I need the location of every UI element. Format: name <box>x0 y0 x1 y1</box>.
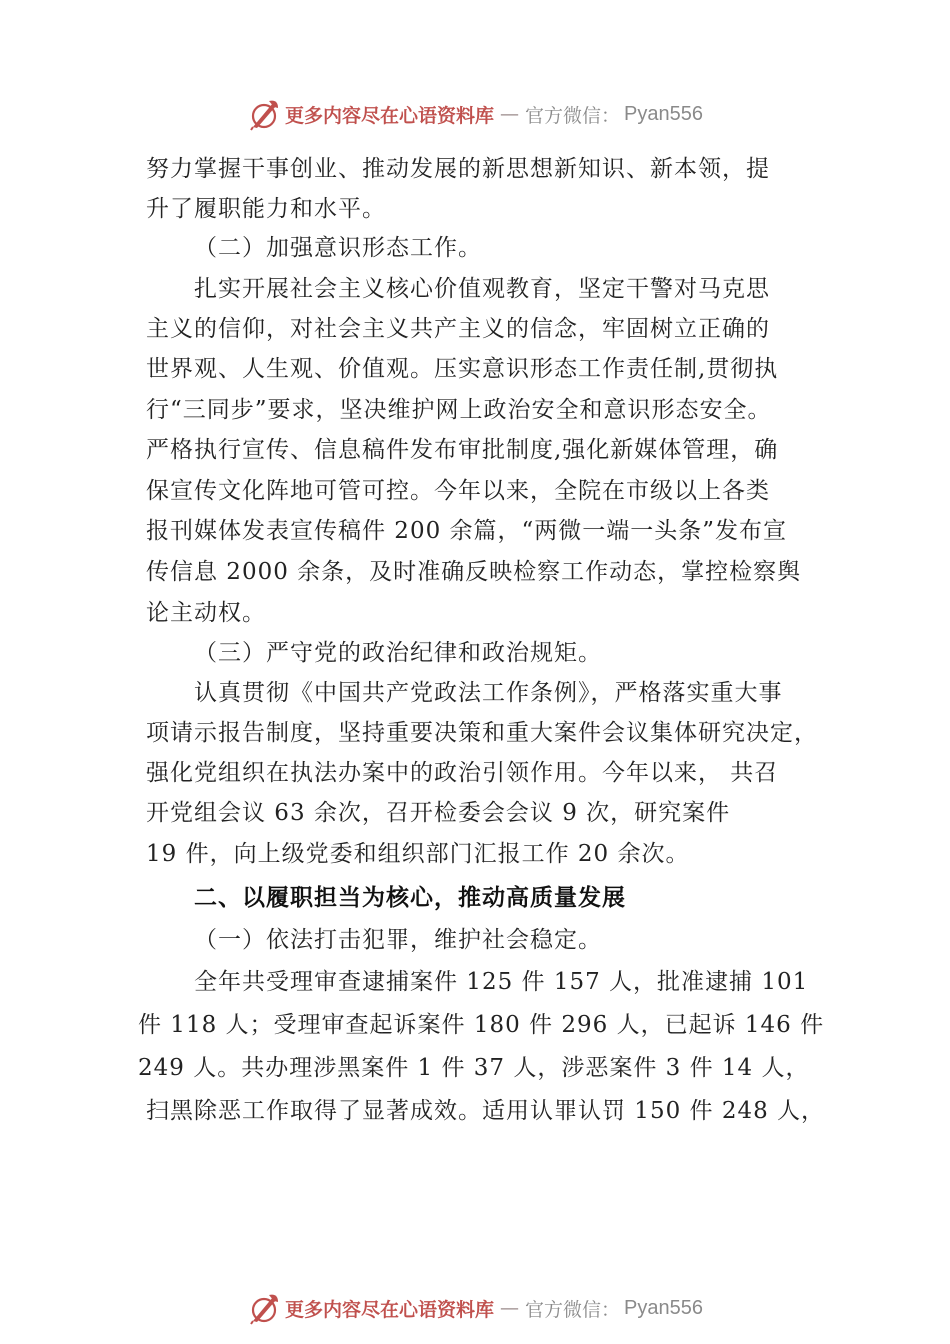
section-subheading: （三）严守党的政治纪律和政治规矩。 <box>194 640 602 666</box>
banner-dash: — <box>500 1297 520 1319</box>
section-subheading: （一）依法打击犯罪，维护社会稳定。 <box>194 927 602 953</box>
quill-pen-logo-icon <box>247 1291 281 1325</box>
body-line: 升了履职能力和水平。 <box>146 196 386 222</box>
body-line: 传信息 2000 余条，及时准确反映检察工作动态，掌控检察舆 <box>146 559 802 585</box>
body-line: 件 118 人；受理审查起诉案件 180 件 296 人，已起诉 146 件 <box>138 1012 825 1038</box>
body-line: 19 件，向上级党委和组织部门汇报工作 20 余次。 <box>146 841 690 867</box>
body-line: 全年共受理审查逮捕案件 125 件 157 人，批准逮捕 101 <box>194 969 809 995</box>
header-watermark-banner <box>0 94 950 134</box>
banner-wechat-label: 官方微信： <box>525 1298 621 1321</box>
banner-dash: — <box>500 103 520 125</box>
body-line: 努力掌握干事创业、推动发展的新思想新知识、新本领，提 <box>146 156 770 182</box>
body-line: 认真贯彻《中国共产党政法工作条例》，严格落实重大事 <box>194 680 783 706</box>
banner-wechat-id: Pyan556 <box>624 1296 703 1319</box>
footer-watermark-banner <box>0 1288 950 1328</box>
banner-main-text: 更多内容尽在心语资料库 <box>285 104 495 127</box>
body-line: 报刊媒体发表宣传稿件 200 余篇，“两微一端一头条”发布宣 <box>146 518 788 544</box>
body-line: 扫黑除恶工作取得了显著成效。适用认罪认罚 150 件 248 人， <box>146 1098 826 1124</box>
body-line: 世界观、人生观、价值观。压实意识形态工作责任制,贯彻执 <box>146 356 779 382</box>
body-line: 开党组会议 63 余次，召开检委会会议 9 次，研究案件 <box>146 800 731 826</box>
section-subheading: （二）加强意识形态工作。 <box>194 235 482 261</box>
body-line: 项请示报告制度，坚持重要决策和重大案件会议集体研究决定， <box>146 720 818 746</box>
body-line: 扎实开展社会主义核心价值观教育，坚定干警对马克思 <box>194 276 770 302</box>
banner-wechat-id: Pyan556 <box>624 102 703 125</box>
section-heading: 二、以履职担当为核心，推动高质量发展 <box>194 885 626 911</box>
body-line: 行“三同步”要求，坚决维护网上政治安全和意识形态安全。 <box>146 397 772 423</box>
body-line: 论主动权。 <box>146 600 266 626</box>
body-line: 249 人。共办理涉黑案件 1 件 37 人，涉恶案件 3 件 14 人， <box>138 1055 810 1081</box>
body-line: 强化党组织在执法办案中的政治引领作用。今年以来， 共召 <box>146 760 779 786</box>
body-line: 主义的信仰，对社会主义共产主义的信念，牢固树立正确的 <box>146 316 770 342</box>
body-line: 保宣传文化阵地可管可控。今年以来，全院在市级以上各类 <box>146 478 770 504</box>
banner-wechat-label: 官方微信： <box>525 104 621 127</box>
body-line: 严格执行宣传、信息稿件发布审批制度,强化新媒体管理，确 <box>146 437 779 463</box>
banner-main-text: 更多内容尽在心语资料库 <box>285 1298 495 1321</box>
quill-pen-logo-icon <box>247 97 281 131</box>
